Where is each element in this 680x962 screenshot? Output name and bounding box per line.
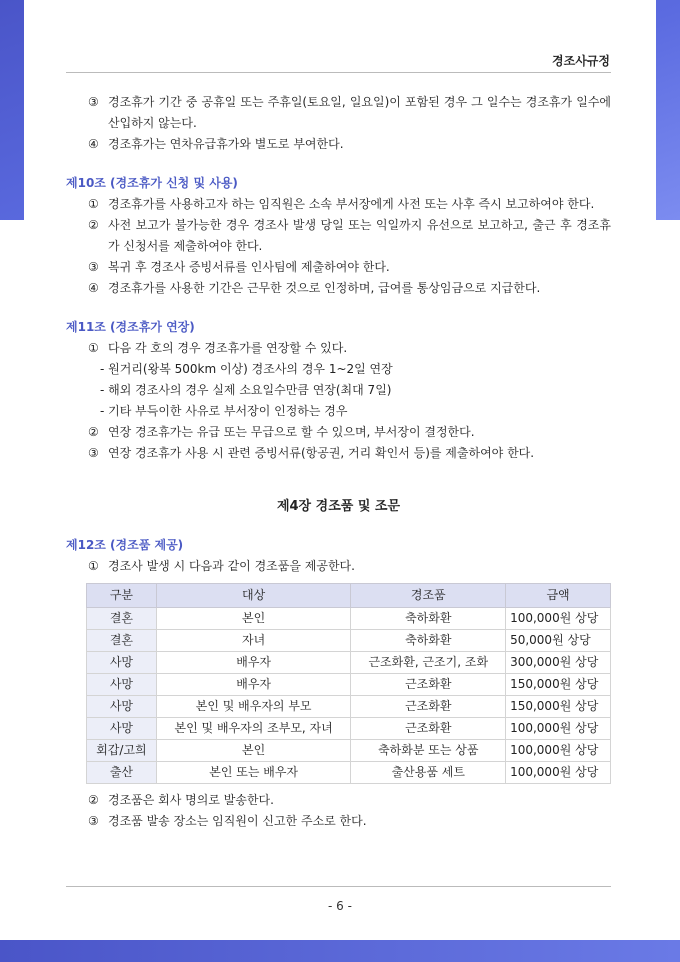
table-cell: 사망 <box>87 652 157 674</box>
table-cell: 배우자 <box>156 652 351 674</box>
table-row <box>87 652 611 674</box>
table-row <box>87 630 611 652</box>
sub-item: - 기타 부득이한 사유로 부서장이 인정하는 경우 <box>100 404 348 418</box>
chapter-title: 제4장 경조품 및 조문 <box>276 499 401 514</box>
table-cell: 회갑/고희 <box>87 740 157 762</box>
table-cell: 배우자 <box>156 674 351 696</box>
clause-text: 복귀 후 경조사 증빙서류를 인사팀에 제출하여야 한다. <box>108 260 390 274</box>
clause-text: 경조휴가를 사용하고자 하는 임직원은 소속 부서장에게 사전 또는 사후 즉시 보고하여야 한다. <box>108 197 595 211</box>
clause-item <box>66 790 611 811</box>
table-cell: 100,000원 상당 <box>506 608 611 630</box>
document-body <box>66 92 611 832</box>
clause-text: 연장 경조휴가 사용 시 관련 증빙서류(항공권, 거리 확인서 등)를 제출하여야 한다. <box>108 446 535 460</box>
table-cell: 50,000원 상당 <box>506 630 611 652</box>
table-row <box>87 718 611 740</box>
clause-item <box>66 443 611 464</box>
clause-item <box>66 257 611 278</box>
clause-item <box>66 556 611 577</box>
table-cell: 사망 <box>87 674 157 696</box>
table-cell: 결혼 <box>87 630 157 652</box>
clause-item <box>66 194 611 215</box>
table-cell: 출산용품 세트 <box>351 762 506 784</box>
table-cell: 근조화환 <box>351 696 506 718</box>
clause-item <box>66 134 611 155</box>
clause-item <box>66 92 611 134</box>
gift-table <box>86 583 611 784</box>
clause-text: 경조품 발송 장소는 임직원이 신고한 주소로 한다. <box>108 814 367 828</box>
clause-number: ③ <box>88 814 99 828</box>
clause-text: 경조품은 회사 명의로 발송한다. <box>108 793 274 807</box>
table-cell: 결혼 <box>87 608 157 630</box>
table-row <box>87 696 611 718</box>
table-row <box>87 762 611 784</box>
table-cell: 100,000원 상당 <box>506 718 611 740</box>
article-10-title: 제10조 (경조휴가 신청 및 사용) <box>66 176 238 190</box>
column-header: 대상 <box>156 584 351 608</box>
clause-text: 다음 각 호의 경우 경조휴가를 연장할 수 있다. <box>108 341 348 355</box>
header-divider <box>66 72 611 73</box>
clause-text: 경조휴가를 사용한 기간은 근무한 것으로 인정하며, 급여를 통상임금으로 지급한다. <box>108 281 541 295</box>
table-cell: 축하화환 <box>351 608 506 630</box>
table-cell: 근조화환, 근조기, 조화 <box>351 652 506 674</box>
page-number: - 6 - <box>328 899 352 913</box>
table-cell: 사망 <box>87 718 157 740</box>
table-cell: 본인 및 배우자의 부모 <box>156 696 351 718</box>
table-cell: 100,000원 상당 <box>506 740 611 762</box>
clause-item <box>66 215 611 257</box>
table-row <box>87 674 611 696</box>
clause-text: 사전 보고가 불가능한 경우 경조사 발생 당일 또는 익일까지 유선으로 보고하고, 출근 후 경조휴가 신청서를 제출하여야 한다. <box>108 218 611 253</box>
clause-text: 경조휴가는 연차유급휴가와 별도로 부여한다. <box>108 137 344 151</box>
clause-number: ① <box>88 197 99 211</box>
table-cell: 근조화환 <box>351 674 506 696</box>
clause-item <box>66 278 611 299</box>
clause-number: ② <box>88 218 99 232</box>
article-11-title: 제11조 (경조휴가 연장) <box>66 320 195 334</box>
footer-divider <box>66 886 611 887</box>
table-cell: 300,000원 상당 <box>506 652 611 674</box>
clause-item <box>66 338 611 359</box>
table-cell: 사망 <box>87 696 157 718</box>
table-cell: 본인 <box>156 608 351 630</box>
background-bottom-band <box>0 940 680 962</box>
article-12-title: 제12조 (경조품 제공) <box>66 538 184 552</box>
clause-text: 경조휴가 기간 중 공휴일 또는 주휴일(토요일, 일요일)이 포함된 경우 그 일수는 경조휴가 일수에 산입하지 않는다. <box>108 95 611 130</box>
table-row <box>87 740 611 762</box>
table-cell: 축하화분 또는 상품 <box>351 740 506 762</box>
clause-number: ③ <box>88 446 99 460</box>
clause-number: ② <box>88 425 99 439</box>
column-header: 경조품 <box>351 584 506 608</box>
clause-item <box>66 422 611 443</box>
clause-number: ③ <box>88 260 99 274</box>
table-cell: 근조화환 <box>351 718 506 740</box>
table-cell: 본인 및 배우자의 조부모, 자녀 <box>156 718 351 740</box>
clause-item <box>66 811 611 832</box>
column-header: 금액 <box>506 584 611 608</box>
table-cell: 본인 <box>156 740 351 762</box>
clause-number: ③ <box>88 95 99 109</box>
clause-text: 연장 경조휴가는 유급 또는 무급으로 할 수 있으며, 부서장이 결정한다. <box>108 425 475 439</box>
column-header: 구분 <box>87 584 157 608</box>
clause-text: 경조사 발생 시 다음과 같이 경조품을 제공한다. <box>108 559 355 573</box>
table-row <box>87 608 611 630</box>
clause-number: ④ <box>88 137 99 151</box>
table-cell: 100,000원 상당 <box>506 762 611 784</box>
clause-number: ④ <box>88 281 99 295</box>
clause-number: ① <box>88 559 99 573</box>
clause-number: ② <box>88 793 99 807</box>
table-cell: 자녀 <box>156 630 351 652</box>
table-cell: 150,000원 상당 <box>506 674 611 696</box>
table-cell: 본인 또는 배우자 <box>156 762 351 784</box>
clause-number: ① <box>88 341 99 355</box>
table-cell: 150,000원 상당 <box>506 696 611 718</box>
sub-item: - 해외 경조사의 경우 실제 소요일수만큼 연장(최대 7일) <box>100 383 392 397</box>
table-header-row <box>87 584 611 608</box>
table-cell: 출산 <box>87 762 157 784</box>
table-cell: 축하화환 <box>351 630 506 652</box>
sub-item: - 원거리(왕복 500km 이상) 경조사의 경우 1~2일 연장 <box>100 362 393 376</box>
document-header-title: 경조사규정 <box>552 54 610 68</box>
